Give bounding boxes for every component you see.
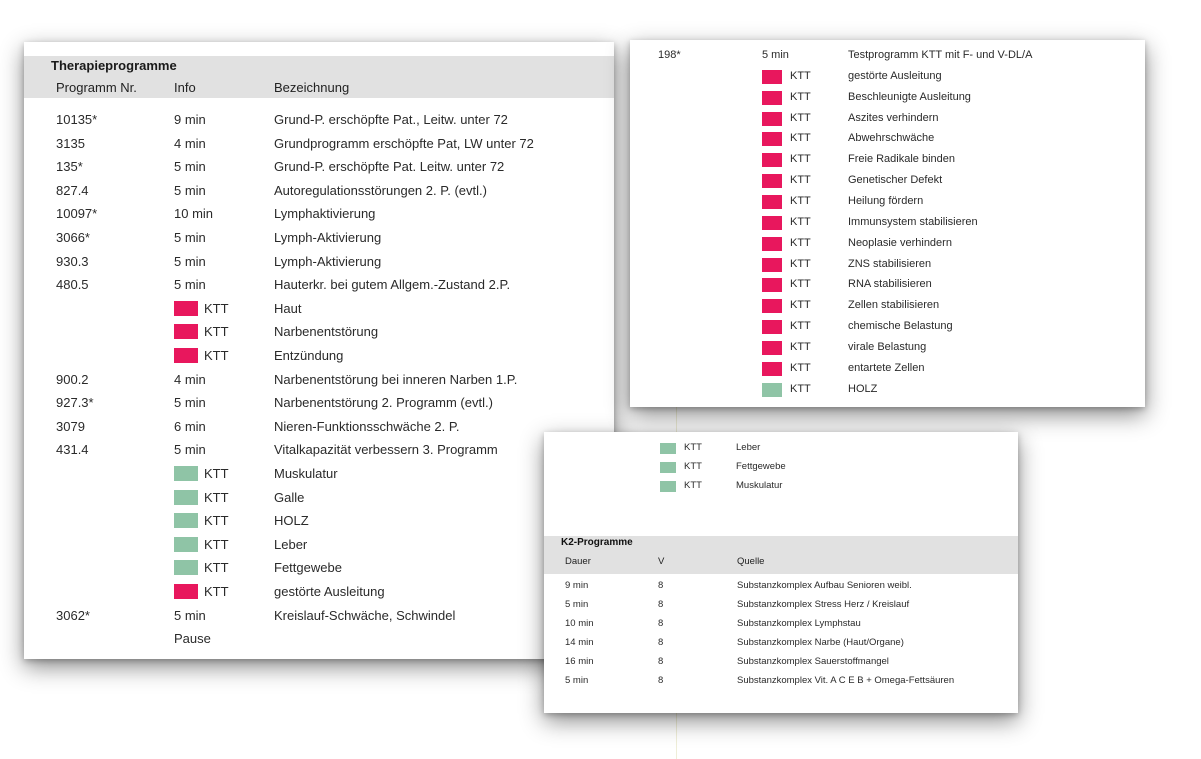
ktt-row [630, 258, 1145, 279]
program-number: 900.2 [56, 371, 89, 387]
row-description: Testprogramm KTT mit F- und V-DL/A [848, 49, 1033, 61]
green-swatch [660, 481, 676, 492]
k2-v: 8 [658, 618, 664, 629]
program-row [24, 395, 614, 419]
ktt-label: KTT [790, 257, 811, 270]
therapieprogramme-card [24, 42, 614, 659]
program-row [24, 112, 614, 136]
program-info: 5 min [174, 159, 206, 175]
ktt-label: KTT [790, 320, 811, 333]
row-description: Lymphaktivierung [274, 206, 376, 222]
ktt-row [630, 237, 1145, 258]
program-info: 5 min [174, 253, 206, 269]
pink-swatch [762, 341, 782, 355]
ktt-row [630, 278, 1145, 299]
program-info: Pause [174, 631, 211, 647]
green-swatch [762, 383, 782, 397]
k2-v: 8 [658, 599, 664, 610]
row-description: Galle [274, 489, 305, 505]
ktt-label: KTT [790, 278, 811, 291]
k2-quelle: Substanzkomplex Vit. A C E B + Omega-Fettsäuren [737, 675, 955, 686]
k2-dauer: 5 min [565, 599, 589, 610]
pink-swatch [762, 70, 782, 84]
ktt-label: KTT [204, 584, 229, 599]
ktt-label: KTT [790, 194, 811, 207]
program-info: 5 min [174, 442, 206, 458]
row-description: Autoregulationsstörungen 2. P. (evtl.) [274, 182, 487, 198]
ktt-row [630, 153, 1145, 174]
ktt-label: KTT [790, 215, 811, 228]
program-info: 4 min [174, 135, 206, 151]
pink-swatch [174, 348, 198, 363]
column-header-programm: Programm Nr. [56, 80, 137, 95]
program-info: 6 min [174, 418, 206, 434]
row-description: Lymph-Aktivierung [274, 253, 382, 269]
row-description: Muskulatur [274, 466, 338, 481]
ktt-row [24, 537, 614, 561]
row-description: gestörte Ausleitung [848, 69, 942, 82]
row-description: Abwehrschwäche [848, 132, 935, 145]
pink-swatch [174, 301, 198, 316]
program-number: 431.4 [56, 442, 89, 458]
ktt-row [630, 132, 1145, 153]
program-number: 198* [658, 49, 681, 61]
ktt-label: KTT [790, 361, 811, 374]
row-description: Narbenentstörung bei inneren Narben 1.P. [274, 371, 518, 387]
pink-swatch [762, 299, 782, 313]
green-swatch [174, 537, 198, 552]
pink-swatch [174, 584, 198, 599]
column-header-info: Info [174, 80, 196, 95]
k2-dauer: 10 min [565, 618, 594, 629]
row-description: entartete Zellen [848, 361, 925, 374]
ktt-row [24, 513, 614, 537]
k2-v: 8 [658, 580, 664, 591]
green-swatch [174, 490, 198, 505]
program-row [24, 159, 614, 183]
ktt-label: KTT [204, 513, 229, 529]
row-description: Narbenentstörung [274, 324, 379, 340]
pink-swatch [762, 216, 782, 230]
program-row [24, 419, 614, 443]
ktt-label: KTT [684, 480, 702, 491]
ktt-row [24, 348, 614, 372]
program-number: 927.3* [56, 395, 94, 411]
program-info: 5 min [174, 182, 206, 198]
program-number: 480.5 [56, 277, 89, 293]
pink-swatch [762, 237, 782, 251]
row-description: Heilung fördern [848, 194, 924, 207]
program-info: 5 min [174, 277, 206, 293]
ktt-row [630, 195, 1145, 216]
program-row [24, 183, 614, 207]
row-description: Lymph-Aktivierung [274, 230, 382, 245]
pink-swatch [762, 91, 782, 105]
ktt-row [24, 301, 614, 325]
program-number: 3062* [56, 607, 90, 623]
ktt-label: KTT [204, 324, 229, 340]
program-row [24, 230, 614, 254]
row-description: gestörte Ausleitung [274, 584, 385, 599]
pink-swatch [762, 195, 782, 209]
program-number: 930.3 [56, 253, 89, 269]
program-number: 3066* [56, 230, 90, 245]
section-title: K2-Programme [561, 537, 633, 548]
pink-swatch [762, 320, 782, 334]
ktt-label: KTT [790, 153, 811, 166]
row-description: Kreislauf-Schwäche, Schwindel [274, 607, 456, 623]
row-description: ZNS stabilisieren [848, 257, 932, 270]
k2-v: 8 [658, 656, 664, 667]
k2-v: 8 [658, 637, 664, 648]
row-description: Narbenentstörung 2. Programm (evtl.) [274, 395, 493, 411]
ktt-label: KTT [204, 348, 229, 363]
ktt-label: KTT [204, 300, 229, 316]
row-description: Grundprogramm erschöpfte Pat, LW unter 72 [274, 135, 534, 151]
k2-quelle: Substanzkomplex Narbe (Haut/Organe) [737, 637, 904, 648]
ktt-row [630, 362, 1145, 383]
ktt-label: KTT [684, 442, 702, 453]
green-swatch [660, 443, 676, 454]
ktt-row [630, 299, 1145, 320]
pink-swatch [762, 362, 782, 376]
k2-programme-card [544, 432, 1018, 713]
k2-dauer: 16 min [565, 656, 594, 667]
program-number: 3135 [56, 135, 85, 151]
pink-swatch [762, 174, 782, 188]
program-row [24, 136, 614, 160]
green-swatch [174, 513, 198, 528]
ktt-row [630, 112, 1145, 133]
row-description: Zellen stabilisieren [848, 299, 940, 312]
ktt-row [630, 383, 1145, 404]
row-description: Genetischer Defekt [848, 174, 943, 187]
program-info: 5 min [174, 395, 206, 411]
row-description: Leber [736, 442, 761, 453]
row-description: Neoplasie verhindern [848, 236, 952, 249]
pink-swatch [762, 278, 782, 292]
green-swatch [174, 560, 198, 575]
k2-quelle: Substanzkomplex Stress Herz / Kreislauf [737, 599, 910, 610]
ktt-label: KTT [790, 299, 811, 312]
pink-swatch [762, 258, 782, 272]
ktt-row [24, 560, 614, 584]
ktt-row [630, 216, 1145, 237]
program-info: 4 min [174, 371, 206, 387]
row-description: virale Belastung [848, 340, 927, 353]
row-description: Fettgewebe [274, 560, 342, 576]
column-header-quelle: Quelle [737, 556, 765, 567]
row-description: Haut [274, 300, 302, 316]
ktt-row [630, 70, 1145, 91]
k2-dauer: 5 min [565, 675, 589, 686]
ktt-label: KTT [790, 174, 811, 187]
row-description: HOLZ [274, 513, 309, 529]
row-description: Freie Radikale binden [848, 153, 956, 166]
row-description: Beschleunigte Ausleitung [848, 90, 971, 103]
program-number: 10135* [56, 112, 98, 127]
pink-swatch [762, 112, 782, 126]
program-info: 5 min [174, 607, 206, 623]
ktt-label: KTT [790, 236, 811, 249]
k2-v: 8 [658, 675, 664, 686]
section-title: Therapieprogramme [51, 58, 177, 73]
program-info: 10 min [174, 206, 214, 222]
k2-dauer: 14 min [565, 637, 594, 648]
row-description: Aszites verhindern [848, 111, 939, 124]
ktt-row [630, 174, 1145, 195]
program-row [24, 608, 614, 632]
ktt-row [24, 490, 614, 514]
pink-swatch [762, 132, 782, 146]
ktt-row [24, 584, 614, 608]
program-row [24, 372, 614, 396]
ktt-label: KTT [204, 489, 229, 505]
k2-quelle: Substanzkomplex Aufbau Senioren weibl. [737, 580, 912, 591]
ktt-label: KTT [790, 132, 811, 145]
program-row [24, 631, 614, 655]
ktt-row [630, 341, 1145, 362]
green-swatch [660, 462, 676, 473]
program-row [24, 206, 614, 230]
ktt-row [630, 91, 1145, 112]
row-description: chemische Belastung [848, 320, 953, 333]
testprogramm-card [630, 40, 1145, 407]
program-number: 3079 [56, 418, 85, 434]
program-row [24, 442, 614, 466]
program-info: 5 min [174, 230, 206, 245]
row-description: HOLZ [848, 382, 878, 395]
row-description: RNA stabilisieren [848, 278, 932, 291]
program-row [24, 277, 614, 301]
row-description: Muskulatur [736, 480, 783, 491]
row-description: Vitalkapazität verbessern 3. Programm [274, 442, 498, 458]
ktt-label: KTT [790, 340, 811, 353]
pink-swatch [762, 153, 782, 167]
ktt-row [630, 320, 1145, 341]
row-description: Nieren-Funktionsschwäche 2. P. [274, 418, 460, 434]
ktt-label: KTT [790, 69, 811, 82]
k2-quelle: Substanzkomplex Sauerstoffmangel [737, 656, 889, 667]
column-header-dauer: Dauer [565, 556, 591, 567]
row-description: Immunsystem stabilisieren [848, 215, 978, 228]
column-header-bezeichnung: Bezeichnung [274, 80, 350, 95]
row-description: Grund-P. erschöpfte Pat. Leitw. unter 72 [274, 159, 505, 175]
program-number: 827.4 [56, 182, 89, 198]
program-number: 135* [56, 159, 83, 175]
column-header-v: V [658, 556, 665, 567]
ktt-row [24, 466, 614, 490]
program-info: 5 min [762, 49, 789, 61]
k2-dauer: 9 min [565, 580, 589, 591]
k2-quelle: Substanzkomplex Lymphstau [737, 618, 861, 629]
program-row [24, 254, 614, 278]
row-description: Leber [274, 536, 308, 552]
ktt-label: KTT [684, 461, 702, 472]
pink-swatch [174, 324, 198, 339]
ktt-label: KTT [790, 90, 811, 103]
row-description: Entzündung [274, 348, 344, 363]
program-row [630, 49, 1145, 70]
green-swatch [174, 466, 198, 481]
ktt-label: KTT [204, 466, 229, 481]
ktt-label: KTT [204, 536, 229, 552]
row-description: Grund-P. erschöpfte Pat., Leitw. unter 72 [274, 112, 508, 127]
ktt-label: KTT [204, 560, 229, 576]
row-description: Hauterkr. bei gutem Allgem.-Zustand 2.P. [274, 277, 511, 293]
ktt-label: KTT [790, 382, 811, 395]
program-info: 9 min [174, 112, 206, 127]
program-number: 10097* [56, 206, 98, 222]
row-description: Fettgewebe [736, 461, 786, 472]
ktt-row [24, 324, 614, 348]
ktt-label: KTT [790, 111, 811, 124]
